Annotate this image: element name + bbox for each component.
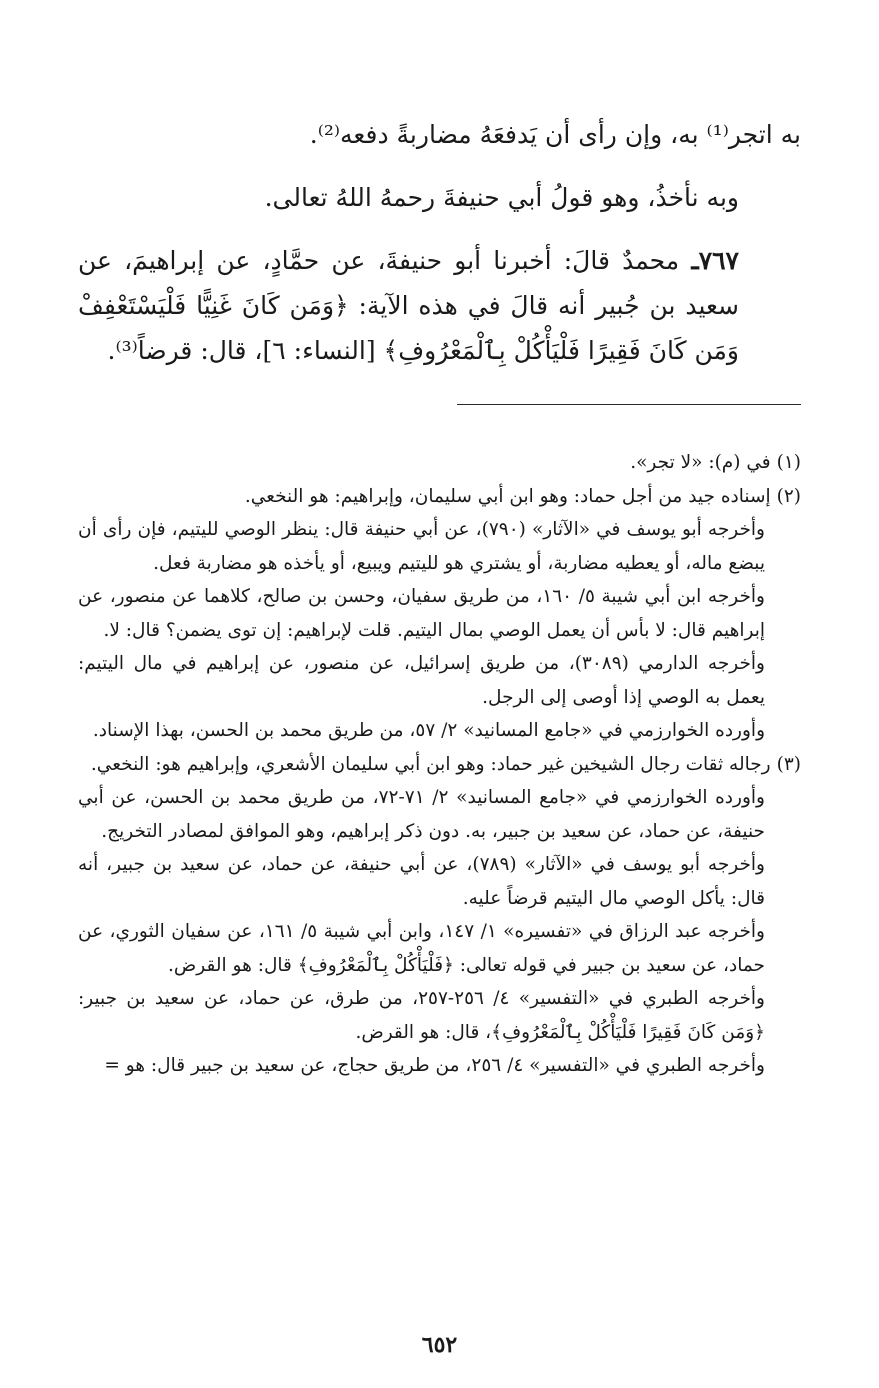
footnote-text: إسناده جيد من أجل حماد: وهو ابن أبي سليمان، وإبراهيم: هو النخعي. (244, 485, 771, 507)
footnote-3-para: وأخرجه الطبري في «التفسير» ٤/ ٢٥٦-٢٥٧، من طرق، عن حماد، عن سعيد بن جبير: ﴿وَمَن كَانَ فَقِيرًا فَلْيَأْكُلْ بِٱلْمَعْرُوفِ﴾، قال: هو القرض. (78, 988, 765, 1043)
book-page (78, 0, 801, 1388)
footnote-label: (٣) (776, 753, 801, 775)
footnote-text: في (م): «لا تجر». (630, 452, 771, 473)
hadith-text: محمدٌ قالَ: أخبرنا أبو حنيفةَ، عن حمَّادٍ، عن إبراهيمَ، عن سعيد بن جُبير أنه قالَ في هذه الآية: ﴿وَمَن كَانَ غَنِيًّا فَلْيَسْتَعْفِفْ وَمَن كَانَ فَقِيرًا فَلْيَأْكُلْ بِٱلْمَعْرُوفِ﴾ [النساء: ٦]، قال: قرضاً⁽³⁾. (78, 246, 739, 365)
footnote-label: (٢) (776, 485, 801, 507)
hadith-number: ٧٦٧ـ (691, 246, 739, 275)
footnotes (78, 446, 801, 1083)
footnote-text: رجاله ثقات رجال الشيخين غير حماد: وهو ابن أبي سليمان الأشعري، وإبراهيم هو: النخعي. (90, 753, 771, 775)
footnote-2 (78, 480, 801, 514)
footnote-2-para: وأخرجه الدارمي (٣٠٨٩)، من طريق إسرائيل، عن منصور، عن إبراهيم في مال اليتيم: يعمل به الوصي إذا أوصى إلى الرجل. (78, 653, 765, 708)
footnote-2-para: وأخرجه ابن أبي شيبة ٥/ ١٦٠، من طريق سفيان، وحسن بن صالح، كلاهما عن منصور، عن إبراهيم قال: لا بأس أن يعمل الوصي بمال اليتيم. قلت لإبراهيم: إن توى يضمن؟ قال: لا. (78, 586, 765, 641)
footnote-1 (78, 446, 801, 480)
footnote-3-para: وأخرجه الطبري في «التفسير» ٤/ ٢٥٦، من طريق حجاج، عن سعيد بن جبير قال: هو = (104, 1055, 765, 1076)
footnote-2-para: وأورده الخوارزمي في «جامع المسانيد» ٢/ ٥٧، من طريق محمد بن الحسن، بهذا الإسناد. (92, 720, 765, 741)
main-text (78, 112, 801, 385)
footnote-3-para: وأخرجه عبد الرزاق في «تفسيره» ١/ ١٤٧، وابن أبي شيبة ٥/ ١٦١، عن سفيان الثوري، عن حماد، عن سعيد بن جبير في قوله تعالى: ﴿فَلْيَأْكُلْ بِٱلْمَعْرُوفِ﴾ قال: هو القرض. (78, 921, 765, 976)
main-paragraph-1: به اتجر⁽¹⁾ به، وإن رأى أن يَدفعَهُ مضاربةً دفعه⁽²⁾. (309, 120, 801, 149)
footnote-3 (78, 748, 801, 782)
hadith-paragraph (78, 238, 801, 373)
page-number: ٦٥٢ (421, 1332, 458, 1358)
footnote-2-para: وأخرجه أبو يوسف في «الآثار» (٧٩٠)، عن أبي حنيفة قال: ينظر الوصي لليتيم، فإن رأى أن يبضع ماله، أو يعطيه مضاربة، أو يشتري هو لليتيم ويبيع، أو يأخذه هو مضاربة فعل. (78, 519, 765, 574)
footnote-3-para: وأخرجه أبو يوسف في «الآثار» (٧٨٩)، عن أبي حنيفة، عن حماد، عن سعيد بن جبير، أنه قال: يأكل الوصي مال اليتيم قرضاً عليه. (78, 854, 765, 909)
footnote-3-para: وأورده الخوارزمي في «جامع المسانيد» ٢/ ٧١-٧٢، من طريق محمد بن الحسن، عن أبي حنيفة، عن حماد، عن سعيد بن جبير، به. دون ذكر إبراهيم، وهو الموافق لمصادر التخريج. (78, 787, 765, 842)
footnote-divider (457, 404, 801, 405)
main-paragraph-2: وبه نأخذُ، وهو قولُ أبي حنيفةَ رحمهُ اللهُ تعالى. (264, 183, 739, 212)
footnote-label: (١) (776, 452, 801, 473)
